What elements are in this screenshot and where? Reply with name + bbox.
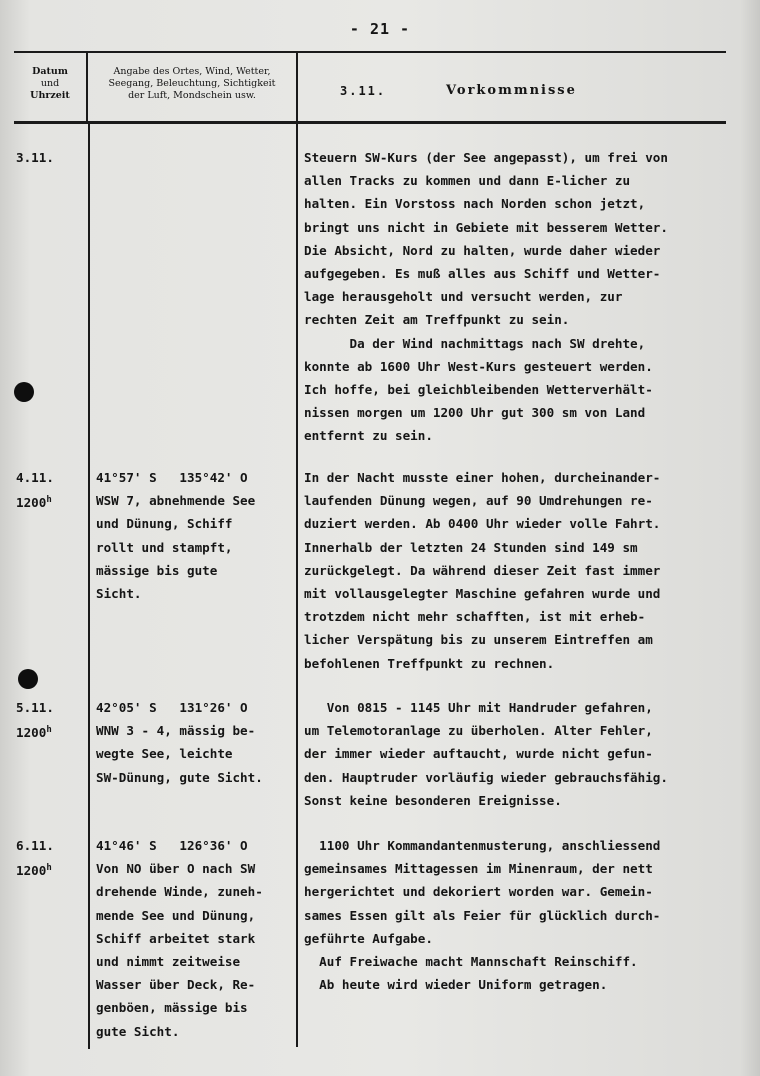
location-line: drehende Winde, zuneh-	[96, 884, 263, 900]
event-line: zurückgelegt. Da während dieser Zeit fast immer	[304, 562, 661, 578]
entry-events	[304, 466, 660, 675]
entry-date: 6.11.	[16, 838, 54, 853]
entry-time-unit: h	[46, 863, 52, 873]
event-line: um Telemotoranlage zu überholen. Alter Fehler,	[304, 723, 653, 739]
event-line: laufenden Dünung wegen, auf 90 Umdrehungen re-	[304, 493, 653, 509]
entry-time-unit: h	[46, 495, 52, 505]
event-line: 1100 Uhr Kommandantenmusterung, anschliessend	[304, 838, 661, 853]
event-line: duziert werden. Ab 0400 Uhr wieder volle Fahrt.	[304, 516, 661, 532]
location-line: wegte See, leichte	[96, 746, 233, 762]
event-line: Sonst keine besonderen Ereignisse.	[304, 792, 562, 808]
entry-events	[304, 834, 660, 996]
event-line: den. Hauptruder vorläufig wieder gebrauchsfähig.	[304, 769, 668, 785]
event-line: halten. Ein Vorstoss nach Norden schon jetzt,	[304, 196, 646, 212]
location-line: mende See und Dünung,	[96, 907, 256, 923]
header-location-line-1: Angabe des Ortes, Wind, Wetter,	[113, 66, 271, 77]
event-line: befohlenen Treffpunkt zu rechnen.	[304, 655, 555, 671]
entry-time	[16, 857, 52, 882]
entry-date: 5.11.	[16, 700, 54, 715]
entry-time	[16, 489, 52, 514]
location-line: Sicht.	[96, 586, 142, 602]
location-line: und Dünung, Schiff	[96, 516, 233, 532]
location-line: mässige bis gute	[96, 562, 218, 578]
event-line: In der Nacht musste einer hohen, durcheinander-	[304, 470, 661, 485]
event-line: aufgegeben. Es muß alles aus Schiff und Wetter-	[304, 266, 661, 282]
header-date-line-3: Uhrzeit	[30, 90, 70, 101]
location-line: WNW 3 - 4, mässig be-	[96, 723, 256, 739]
header-events-title: Vorkommnisse	[446, 83, 577, 98]
event-line: nissen morgen um 1200 Uhr gut 300 sm von Land	[304, 405, 646, 421]
entry-time	[16, 719, 52, 744]
event-line: hergerichtet und dekoriert worden war. Gemein-	[304, 884, 653, 900]
location-line: 41°46' S 126°36' O	[96, 838, 248, 853]
event-line: lage herausgeholt und versucht werden, zur	[304, 289, 623, 305]
event-line: trotzdem nicht mehr schafften, ist mit erheb-	[304, 609, 646, 625]
entry-time-value: 1200	[16, 863, 47, 879]
location-line: WSW 7, abnehmende See	[96, 493, 256, 509]
header-location-column	[88, 66, 296, 102]
entry-time-value: 1200	[16, 725, 47, 741]
entry-location	[96, 696, 263, 789]
header-date-line-1: Datum	[32, 66, 68, 77]
event-line: entfernt zu sein.	[304, 428, 433, 444]
location-line: rollt und stampft,	[96, 539, 233, 555]
event-line: mit vollausgelegter Maschine gefahren wurde und	[304, 586, 661, 602]
column-divider-2	[296, 52, 298, 1047]
location-line: genböen, mässige bis	[96, 1000, 248, 1016]
entry-location	[96, 834, 263, 1043]
event-line: konnte ab 1600 Uhr West-Kurs gesteuert werden.	[304, 358, 653, 374]
location-line: 42°05' S 131°26' O	[96, 700, 248, 715]
header-location-line-2: Seegang, Beleuchtung, Sichtigkeit	[108, 78, 276, 89]
punch-hole-upper	[14, 382, 34, 402]
header-location-line-3: der Luft, Mondschein usw.	[128, 90, 256, 101]
location-line: SW-Dünung, gute Sicht.	[96, 769, 263, 785]
event-line: geführte Aufgabe.	[304, 930, 433, 946]
event-line: allen Tracks zu kommen und dann E-licher zu	[304, 173, 631, 189]
event-line: Ich hoffe, bei gleichbleibenden Wetterverhält-	[304, 382, 653, 398]
event-line: Von 0815 - 1145 Uhr mit Handruder gefahren,	[304, 700, 653, 715]
header-date-column	[14, 66, 86, 102]
location-line: Von NO über O nach SW	[96, 861, 256, 877]
page-number: - 21 -	[349, 20, 411, 38]
punch-hole-lower	[18, 669, 38, 689]
header-bottom-rule	[14, 121, 726, 124]
header-date-reference: 3.11.	[340, 84, 387, 98]
event-line: Innerhalb der letzten 24 Stunden sind 149 sm	[304, 539, 638, 555]
entry-time-unit: h	[46, 725, 52, 735]
entry-time-value: 1200	[16, 495, 47, 511]
entry-date: 4.11.	[16, 470, 54, 485]
event-line: rechten Zeit am Treffpunkt zu sein.	[304, 312, 570, 328]
location-line: gute Sicht.	[96, 1023, 180, 1039]
location-line: Wasser über Deck, Re-	[96, 977, 256, 993]
event-line: Ab heute wird wieder Uniform getragen.	[304, 977, 608, 993]
location-line: 41°57' S 135°42' O	[96, 470, 248, 485]
event-line: Auf Freiwache macht Mannschaft Reinschiff.	[304, 954, 638, 970]
location-line: Schiff arbeitet stark	[96, 930, 256, 946]
event-line: gemeinsames Mittagessen im Minenraum, der nett	[304, 861, 653, 877]
event-line: Steuern SW-Kurs (der See angepasst), um frei von	[304, 150, 668, 165]
header-top-rule	[14, 51, 726, 53]
event-line: bringt uns nicht in Gebiete mit besserem Wetter.	[304, 219, 668, 235]
entry-events	[304, 696, 668, 812]
event-line: sames Essen gilt als Feier für glücklich durch-	[304, 907, 661, 923]
event-line: Da der Wind nachmittags nach SW drehte,	[304, 335, 646, 351]
event-line: Die Absicht, Nord zu halten, wurde daher wieder	[304, 242, 661, 258]
location-line: und nimmt zeitweise	[96, 954, 241, 970]
entry-date: 3.11.	[16, 150, 54, 165]
column-divider-1b	[88, 124, 90, 1049]
entry-events	[304, 146, 668, 448]
header-date-line-2: und	[40, 78, 60, 89]
entry-location	[96, 466, 255, 605]
event-line: der immer wieder auftaucht, wurde nicht gefun-	[304, 746, 653, 762]
event-line: licher Verspätung bis zu unserem Eintreffen am	[304, 632, 653, 648]
